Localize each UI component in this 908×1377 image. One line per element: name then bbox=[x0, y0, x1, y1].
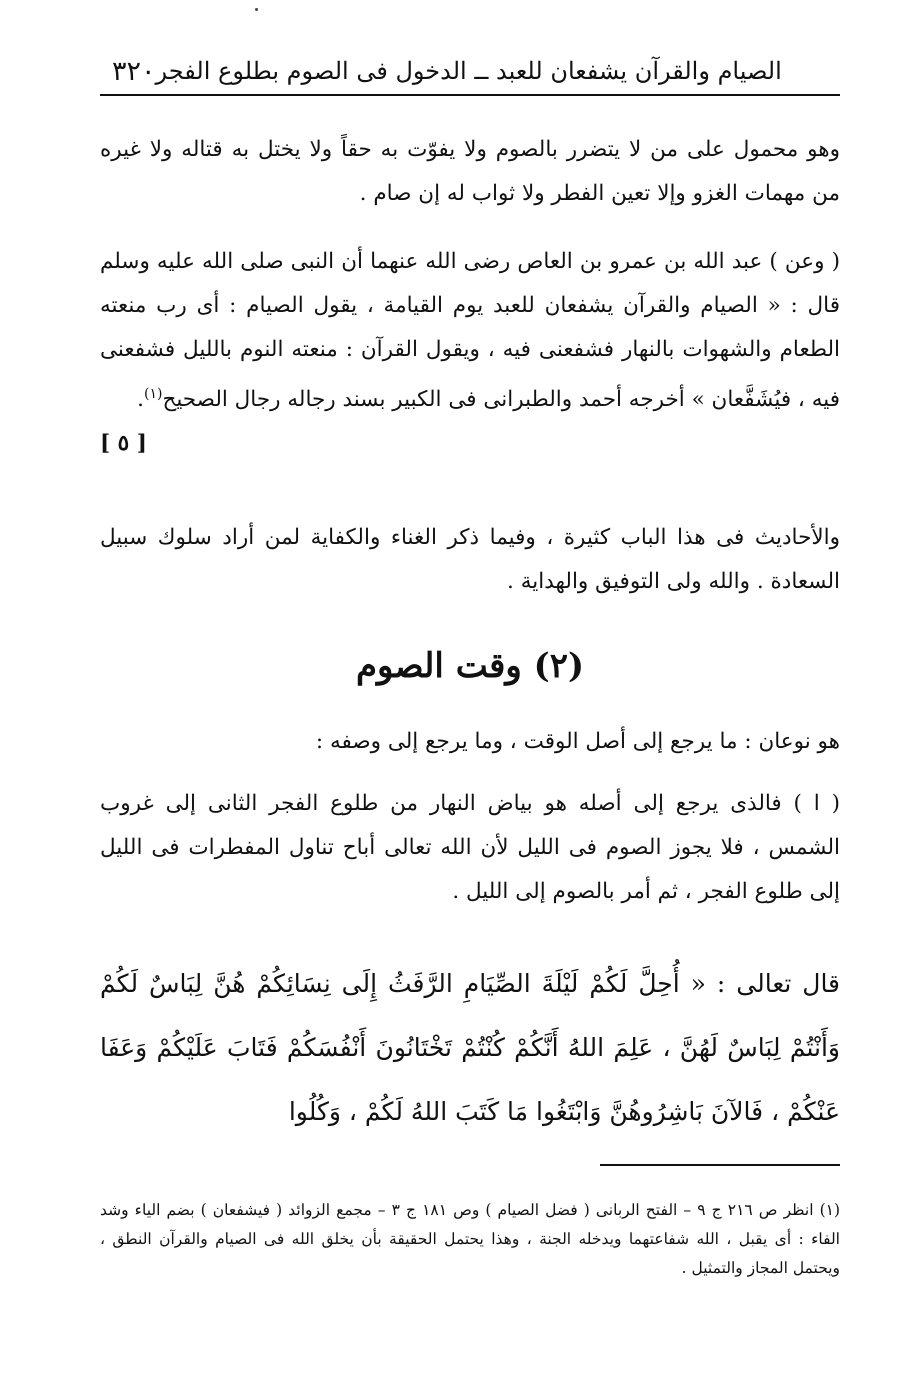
hadith-number-marker: [ ٥ ] bbox=[100, 431, 147, 457]
footnote-divider bbox=[600, 1164, 840, 1166]
page-header bbox=[100, 48, 840, 96]
scan-speck bbox=[255, 8, 258, 11]
footnote-ref: (١) bbox=[143, 386, 163, 402]
paragraph-5: ( ا ) فالذى يرجع إلى أصله هو بياض النهار من طلوع الفجر الثانى إلى غروب الشمس ، فلا يجوز الصوم فى الليل لأن الله تعالى أباح تناول المفطرات فى الليل إلى طلوع الفجر ، ثم أمر بالصوم إلى الليل . bbox=[100, 791, 840, 904]
paragraph-3: والأحاديث فى هذا الباب كثيرة ، وفيما ذكر الغناء والكفاية لمن أراد سلوك سبيل السعادة . والله ولى التوفيق والهداية . bbox=[100, 525, 840, 594]
footnote: (١) انظر ص ٢١٦ ج ٩ – الفتح الربانى ( فضل الصيام ) وص ١٨١ ج ٣ – مجمع الزوائد ( فيشفعان ) بضم الياء وشد الفاء : أى يقبل ، الله شفاعتهما ويدخله الجنة ، وهذا يحتمل الحقيقة بأن يخلق الله فى الصيام والقرآن النطق ، ويحتمل المجاز والتمثيل . bbox=[100, 1201, 841, 1277]
section-heading: (٢) وقت الصوم bbox=[355, 646, 585, 686]
paragraph-1: وهو محمول على من لا يتضرر بالصوم ولا يفوّت به حقاً ولا يختل به قتاله ولا غيره من مهمات الغزو وإلا تعين الفطر ولا ثواب له إن صام . bbox=[100, 137, 840, 206]
paragraph-verse bbox=[100, 952, 840, 1144]
paragraph-4: هو نوعان : ما يرجع إلى أصل الوقت ، وما يرجع إلى وصفه : bbox=[315, 729, 840, 754]
paragraph-hadith: ( وعن ) عبد الله بن عمرو بن العاص رضى الله عنهما أن النبى صلى الله عليه وسلم قال : « الصيام والقرآن يشفعان للعبد يوم القيامة ، يقول الصيام : أى رب منعته الطعام والشهوات بالنهار فشفعنى فيه ، ويقول القرآن : منعته النوم بالليل فشفعنى فيه ، فيُشَفَّعان » أخرجه أحمد والطبرانى فى الكبير بسند رجاله رجال الصحيح$^{(١)}$. [ ٥ ] bbox=[100, 240, 840, 466]
page-number: ٣٢٠ bbox=[112, 55, 156, 87]
hadith-text: ( وعن ) عبد الله بن عمرو بن العاص رضى الله عنهما أن النبى صلى الله عليه وسلم قال : « الصيام والقرآن يشفعان للعبد يوم القيامة ، يقول الصيام : أى رب منعته الطعام والشهوات بالنهار فشفعنى فيه ، ويقول القرآن : منعته النوم بالليل فشفعنى فيه ، فيُشَفَّعان » أخرجه أحمد والطبرانى فى الكبير بسند رجاله رجال الصحيح bbox=[100, 249, 840, 413]
verse-intro: قال تعالى : « bbox=[679, 969, 841, 998]
running-title: الصيام والقرآن يشفعان للعبد ــ الدخول فى الصوم بطلوع الفجر bbox=[155, 57, 782, 85]
quran-verse: أُحِلَّ لَكُمْ لَيْلَةَ الصِّيَامِ الرَّفَثُ إِلَى نِسَائِكُمْ هُنَّ لِبَاسٌ لَكُمْ وَأَنْتُمْ لِبَاسٌ لَهُنَّ ، عَلِمَ اللهُ أَنَّكُمْ كُنْتُمْ تَخْتَانُونَ أَنْفُسَكُمْ فَتَابَ عَلَيْكُمْ وَعَفَا عَنْكُمْ ، فَالآنَ بَاشِرُوهُنَّ وَابْتَغُوا مَا كَتَبَ اللهُ لَكُمْ ، وَكُلُوا bbox=[100, 969, 840, 1126]
